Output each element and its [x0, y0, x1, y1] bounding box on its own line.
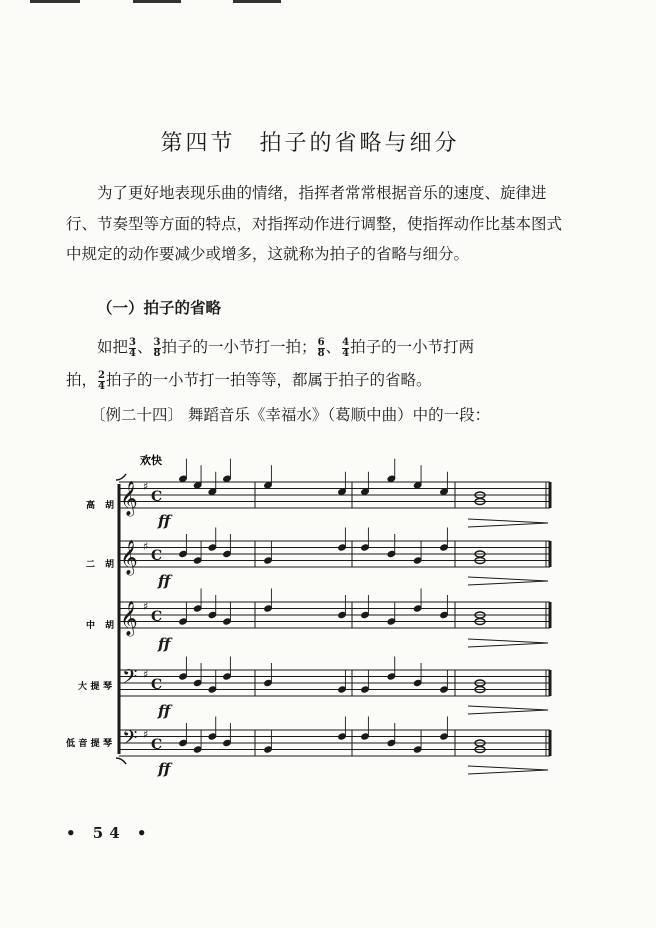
label-zhonghu: 中 胡 [86, 621, 114, 631]
section-number: 第四节 [160, 131, 236, 156]
sharp-1: ♯ [143, 480, 149, 493]
clefs [120, 481, 138, 754]
diminuendo-4 [468, 706, 548, 714]
example-line-2: 拍， $\frac{2}{4}$ 拍子的一小节打一拍等等，都属于拍子的省略。 [66, 369, 432, 392]
notes [179, 459, 485, 753]
subheading: （一）拍子的省略 [97, 298, 222, 317]
sharp-2: ♯ [143, 540, 149, 553]
key-signatures [143, 480, 148, 741]
time-sig-4: C [151, 677, 163, 693]
time-sig-5: C [151, 737, 163, 753]
instrument-labels [66, 499, 114, 749]
label-cello: 大提琴 [78, 682, 112, 692]
tempo-marking: 欢快 [140, 454, 162, 467]
label-erhu: 二 胡 [86, 560, 114, 570]
sharp-5: ♯ [143, 728, 149, 741]
time-sig-1: C [151, 489, 163, 505]
fraction-3-4: $\frac{3}{4}$ [129, 336, 136, 359]
bass-clef-2: 𝄢 [122, 726, 138, 754]
diminuendo-5 [468, 766, 548, 774]
diminuendo-3 [468, 639, 548, 647]
dynamic-zhonghu: ff [158, 635, 171, 653]
example-caption: 〔例二十四〕 舞蹈音乐《幸福水》（葛顺中曲）中的一段： [90, 406, 491, 424]
dynamic-cello: ff [158, 702, 171, 720]
fraction-6-8: $\frac{6}{8}$ [317, 336, 325, 359]
fraction-2-4: $\frac{2}{4}$ [98, 369, 105, 392]
treble-clef-1: 𝄞 [120, 481, 138, 516]
section-title: 拍子的省略与细分 [259, 131, 460, 156]
intro-paragraph: 为了更好地表现乐曲的情绪，指挥者常常根据音乐的速度、旋律进行、节奏型等方面的特点，对指挥动作进行调整，使指挥动作比基本图式中规定的动作要减少或增多，这就称为拍子的省略与细分。 [66, 184, 563, 263]
label-contrabass: 低音提琴 [66, 739, 112, 749]
diminuendo-2 [468, 577, 548, 585]
label-gaohu: 高 胡 [86, 501, 114, 511]
page-number: • 54 • [66, 824, 153, 842]
time-sig-2: C [151, 548, 163, 564]
treble-clef-3: 𝄞 [120, 601, 138, 636]
dynamic-erhu: ff [158, 572, 171, 590]
barlines [255, 482, 550, 756]
example-line-1: 如把 $\frac{3}{4}$ 、 $\frac{3}{8}$ 拍子的一小节打一拍； $\frac{6}{8}$ 、 $\frac{4}{4}$ 拍子的一小节打两 [97, 336, 475, 359]
sharp-3: ♯ [143, 600, 149, 613]
sharp-4: ♯ [143, 668, 149, 681]
time-sig-3: C [151, 609, 163, 625]
bass-clef-1: 𝄢 [122, 665, 138, 693]
diminuendo-1 [468, 519, 548, 527]
treble-clef-2: 𝄞 [120, 540, 138, 575]
dynamic-contrabass: ff [158, 760, 171, 778]
dynamic-gaohu: ff [158, 512, 171, 530]
fraction-4-4: $\frac{4}{4}$ [342, 336, 350, 359]
fraction-3-8: $\frac{3}{8}$ [153, 336, 161, 359]
